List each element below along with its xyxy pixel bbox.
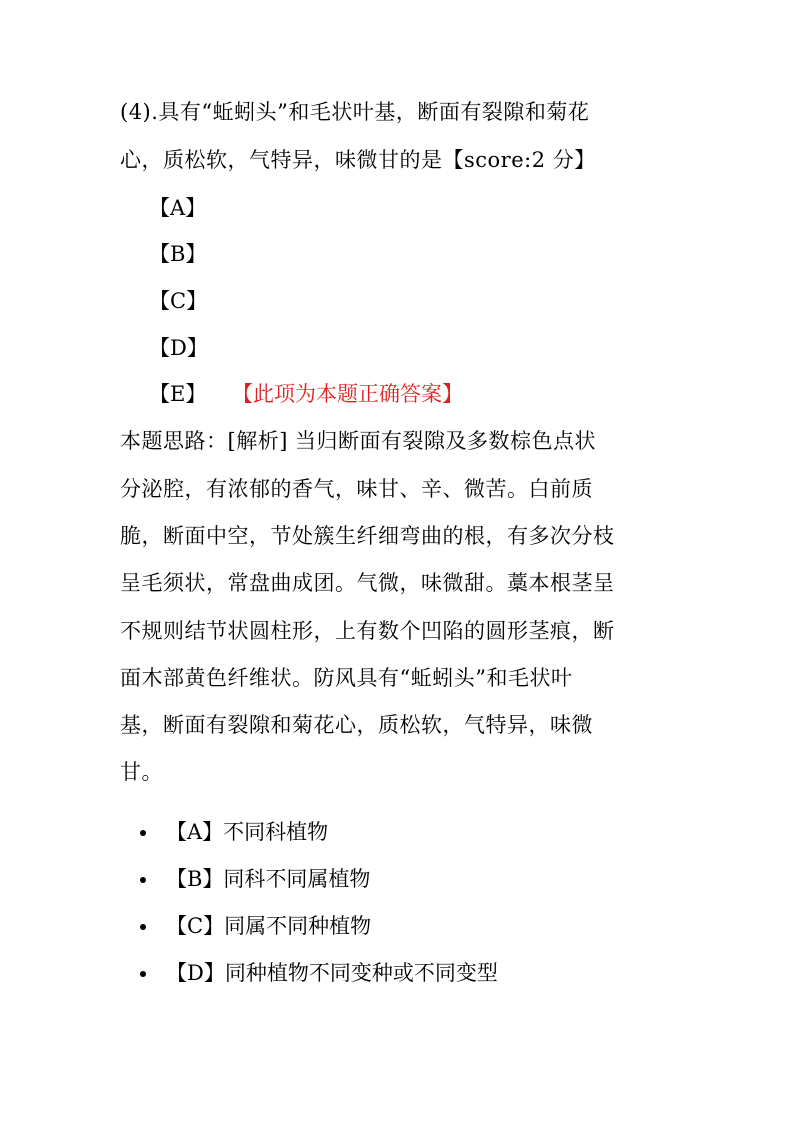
list-item-text: 【A】不同科植物 [166,820,329,844]
explanation-line-4: 呈毛须状，常盘曲成团。气微，味微甜。藁本根茎呈 [120,571,615,595]
option-d[interactable]: 【D】 [149,336,208,360]
option-b[interactable]: 【B】 [149,242,207,266]
question-line-1: (4).具有“蚯蚓头”和毛状叶基，断面有裂隙和菊花 [120,100,590,124]
list-item [140,865,370,893]
option-a[interactable]: 【A】 [149,196,207,220]
explanation-line-1: 本题思路：[解析] 当归断面有裂隙及多数棕色点状 [120,429,597,453]
explanation-line-7: 基，断面有裂隙和菊花心，质松软，气特异，味微 [120,713,593,737]
explanation-line-5: 不规则结节状圆柱形，上有数个凹陷的圆形茎痕，断 [120,619,615,643]
explanation-line-2: 分泌腔，有浓郁的香气，味甘、辛、微苦。白前质 [120,477,593,501]
list-item-text: 【D】同种植物不同变种或不同变型 [166,961,498,985]
list-item [140,818,328,846]
question-line-2: 心，质松软，气特异，味微甘的是【score:2 分】 [120,148,596,172]
bullet-icon [140,971,146,977]
list-item [140,912,371,940]
explanation-line-8: 甘。 [120,760,163,784]
correct-answer-note: 【此项为本题正确答案】 [232,382,463,406]
list-item-text: 【B】同科不同属植物 [166,867,371,891]
bullet-icon [140,877,146,883]
option-c[interactable]: 【C】 [149,289,208,313]
explanation-line-3: 脆，断面中空，节处簇生纤细弯曲的根，有多次分枝 [120,524,615,548]
bullet-icon [140,924,146,930]
explanation-line-6: 面木部黄色纤维状。防风具有“蚯蚓头”和毛状叶 [120,666,573,690]
list-item [140,959,498,987]
list-item-text: 【C】同属不同种植物 [166,914,372,938]
bullet-icon [140,830,146,836]
option-e[interactable]: 【E】 [149,382,207,406]
